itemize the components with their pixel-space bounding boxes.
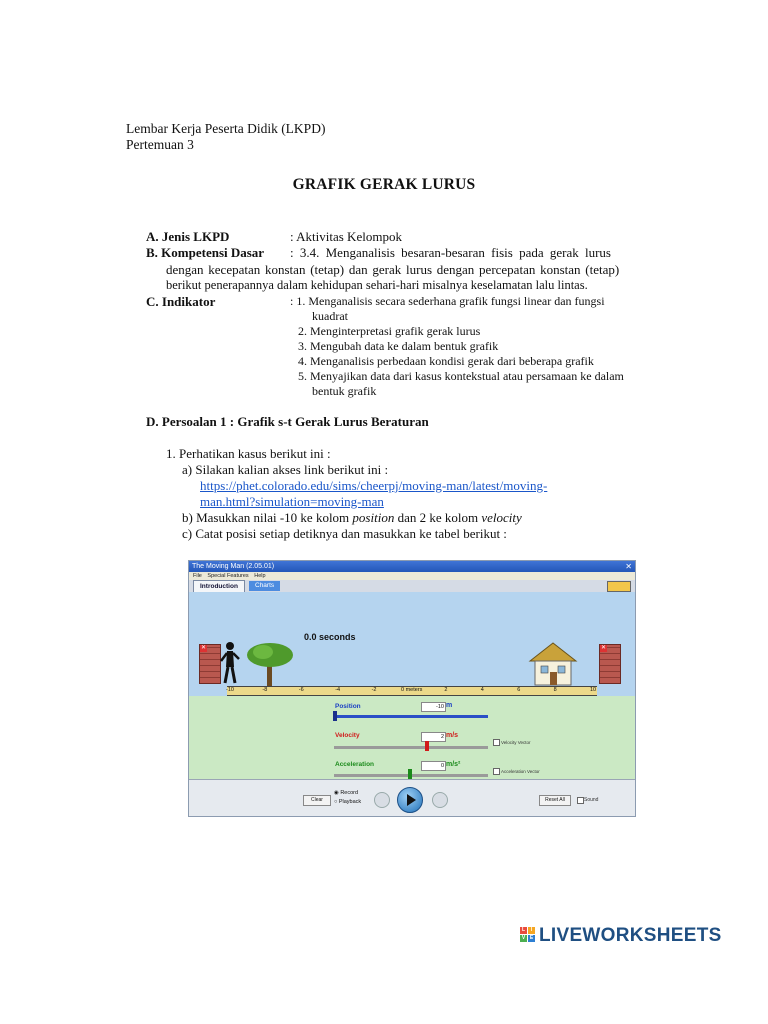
close-icon[interactable]: ✕ [625,562,632,571]
ruler-tick-label: 4 [480,687,484,693]
indicator-2: 2. Menginterpretasi grafik gerak lurus [298,324,481,338]
question-1a: a) Silakan kalian akses link berikut ini : [182,462,389,477]
velocity-slider-thumb[interactable] [425,741,429,751]
question-1: 1. Perhatikan kasus berikut ini : [166,446,331,461]
rewind-icon[interactable] [374,792,390,808]
velocity-vector-checkbox[interactable] [493,739,500,746]
position-field[interactable]: -10 [421,702,446,712]
section-b-line2: dengan kecepatan konstan (tetap) dan gerak lurus dengan percepatan konstan (tetap) [166,262,620,277]
moving-man-simulation [188,560,636,817]
tree-icon [245,641,295,686]
section-b-label: B. Kompetensi Dasar [146,245,265,260]
tab-charts[interactable]: Charts [249,581,280,591]
ruler-tick-label: -4 [335,687,341,693]
moving-man-icon[interactable] [219,641,241,685]
menu-special-features[interactable]: Special Features [207,573,249,579]
acceleration-unit: m/s² [446,761,461,768]
position-unit: m [446,702,453,709]
section-d-label: D. Persoalan 1 : Grafik s-t Gerak Lurus Beraturan [146,414,429,429]
phet-link[interactable]: https://phet.colorado.edu/sims/cheerpj/moving-man/latest/moving- [200,478,548,493]
ruler-tick-label: -6 [298,687,304,693]
lkpd-title-line: Lembar Kerja Peserta Didik (LKPD) [126,121,326,136]
house-icon [527,641,579,686]
sound-checkbox[interactable] [577,797,584,804]
acceleration-slider-thumb[interactable] [408,769,412,779]
reset-all-button[interactable]: Reset All [539,795,571,806]
right-wall-close-icon[interactable]: ✕ [600,645,607,651]
ruler-tick-label: -8 [262,687,268,693]
velocity-label: Velocity [335,732,360,739]
ruler-tick-label: 6 [517,687,521,693]
menu-file[interactable]: File [193,573,202,579]
acceleration-vector-checkbox[interactable] [493,768,500,775]
logo-grid-icon: L I V E [521,927,534,941]
indicator-5-cont: bentuk grafik [312,384,377,398]
tab-introduction[interactable]: Introduction [193,580,245,592]
section-a-label: A. Jenis LKPD [146,229,230,244]
ruler-tick-label: -10 [226,687,234,693]
left-wall-close-icon[interactable]: ✕ [200,645,207,651]
meeting-line: Pertemuan 3 [126,137,194,152]
velocity-vector-label: Velocity Vector [501,740,531,745]
section-b-line3: berikut penerapannya dalam kehidupan sehari-hari misalnya keselamatan lalu lintas. [166,278,588,292]
play-icon [407,794,416,806]
record-radio[interactable]: ◉ Record [334,790,359,796]
clear-button[interactable]: Clear [303,795,331,806]
menu-help[interactable]: Help [254,573,266,579]
acceleration-label: Acceleration [335,761,375,768]
position-label: Position [335,703,361,710]
sim-titlebar: The Moving Man (2.05.01) [189,561,635,572]
acceleration-vector-label: Acceleration Vector [501,769,540,774]
indicator-1-cont: kuadrat [312,309,348,323]
play-button[interactable] [397,787,423,813]
step-icon[interactable] [432,792,448,808]
ruler-tick-label: 10 [590,687,597,693]
section-c-label: C. Indikator [146,294,216,309]
phet-link-cont[interactable]: man.html?simulation=moving-man [200,494,384,509]
ground-area [189,696,635,779]
playback-radio[interactable]: ○ Playback [334,799,362,805]
velocity-unit: m/s [446,732,459,739]
indicator-4: 4. Menganalisis perbedaan kondisi gerak dari beberapa grafik [298,354,594,368]
ruler-tick-label: -2 [371,687,377,693]
question-1b: b) Masukkan nilai -10 ke kolom position dan 2 ke kolom velocity [182,510,522,525]
velocity-slider-track[interactable] [334,746,488,749]
logo-text: LIVEWORKSHEETS [539,925,722,946]
indicator-1: : 1. Menganalisis secara sederhana grafik fungsi linear dan fungsi [290,294,605,308]
phet-logo [607,581,631,592]
page-title: GRAFIK GERAK LURUS [292,176,476,193]
ruler-tick-label: 8 [553,687,557,693]
section-a-value: : Aktivitas Kelompok [290,229,402,244]
velocity-field[interactable]: 2 [421,732,446,742]
question-1c: c) Catat posisi setiap detiknya dan masukkan ke tabel berikut : [182,526,507,541]
sound-label: Sound [584,797,599,803]
position-slider-thumb[interactable] [333,711,337,721]
ruler-tick-label: 2 [444,687,448,693]
section-b-value: : 3.4. Menganalisis besaran-besaran fisis pada gerak lurus [290,245,611,260]
sim-menubar [189,572,635,580]
ruler-tick-label: 0 meters [401,687,423,693]
time-display: 0.0 seconds [304,632,356,642]
position-slider-track[interactable] [334,715,488,718]
acceleration-field[interactable]: 0 [421,761,446,771]
indicator-5: 5. Menyajikan data dari kasus kontekstual atau persamaan ke dalam [298,369,624,383]
indicator-3: 3. Mengubah data ke dalam bentuk grafik [298,339,499,353]
